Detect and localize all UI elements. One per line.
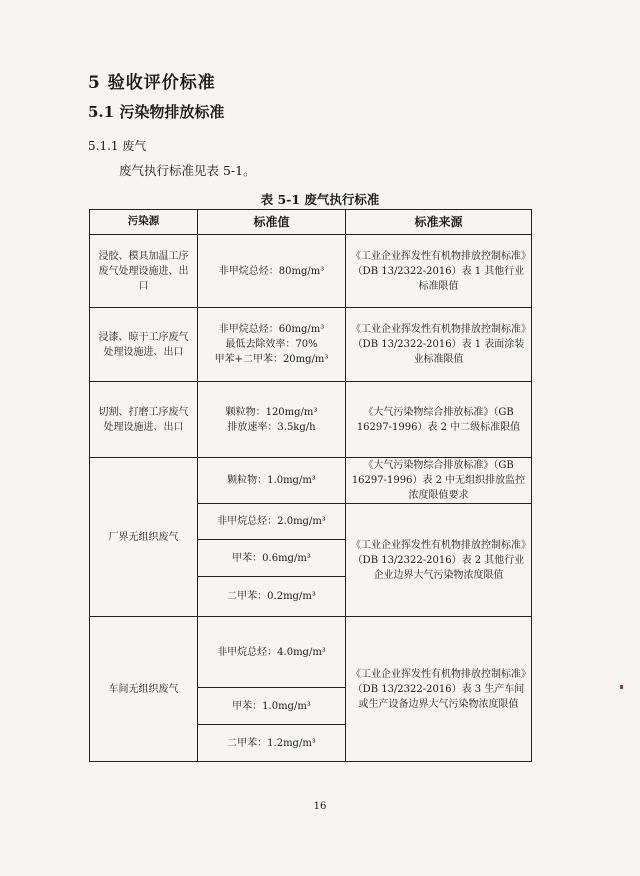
scan-mark: [620, 685, 623, 689]
standard-cell: 《大气污染物综合排放标准》（GB 16297-1996）表 2 中无组织排放监控浓度限值要求: [346, 458, 532, 504]
value-cell: 非甲烷总烃：2.0mg/m³: [198, 504, 346, 540]
column-header-standard: 标准来源: [346, 210, 532, 235]
table-header-row: [90, 210, 532, 235]
standard-cell: 《工业企业挥发性有机物排放控制标准》（DB 13/2322-2016）表 1 其他行业标准限值: [346, 235, 532, 308]
value-cell: [198, 235, 346, 308]
value-cell: 二甲苯：1.2mg/m³: [198, 725, 346, 762]
source-cell: 浸漆、晾干工序废气处理设施进、出口: [90, 308, 198, 382]
value-cell: 二甲苯：0.2mg/m³: [198, 577, 346, 617]
table-row: [90, 617, 532, 688]
table-row: [90, 382, 532, 458]
value-cell: [198, 382, 346, 458]
value-cell: 非甲烷总烃：4.0mg/m³: [198, 617, 346, 688]
column-header-source: 污染源: [90, 210, 198, 235]
limit-value: 甲苯+二甲苯：20mg/m³: [214, 354, 329, 365]
standard-cell: 《工业企业挥发性有机物排放控制标准》（DB 13/2322-2016）表 2 其他行业企业边界大气污染物浓度限值: [346, 504, 532, 617]
limit-value: 非甲烷总烃：80mg/m³: [218, 265, 325, 277]
value-cell: [198, 308, 346, 382]
source-cell: 车间无组织废气: [90, 617, 198, 762]
body-paragraph: 废气执行标准见表 5-1。: [119, 163, 256, 178]
table-row: [90, 308, 532, 382]
limit-value: 排放速率：3.5kg/h: [227, 421, 316, 433]
limit-value: 颗粒物：120mg/m³: [225, 406, 318, 418]
table-row: [90, 235, 532, 308]
section-heading: 5 验收评价标准: [88, 73, 216, 93]
subsubsection-heading: 5.1.1 废气: [88, 139, 147, 153]
page-number: 16: [313, 801, 327, 812]
standard-cell: 《工业企业挥发性有机物排放控制标准》（DB 13/2322-2016）表 1 表面涂装业标准限值: [346, 308, 532, 382]
value-cell: 颗粒物：1.0mg/m³: [198, 458, 346, 504]
standard-cell: 《大气污染物综合排放标准》（GB 16297-1996）表 2 中二级标准限值: [346, 382, 532, 458]
value-cell: 甲苯：1.0mg/m³: [198, 688, 346, 725]
source-cell: 厂界无组织废气: [90, 458, 198, 617]
limit-value: 非甲烷总烃：60mg/m³: [218, 324, 325, 335]
emission-standard-table: [89, 209, 532, 762]
table-caption: 表 5-1 废气执行标准: [260, 192, 380, 207]
standard-cell: 《工业企业挥发性有机物排放控制标准》（DB 13/2322-2016）表 3 生产车间或生产设备边界大气污染物浓度限值: [346, 617, 532, 762]
subsection-heading: 5.1 污染物排放标准: [88, 103, 225, 121]
source-cell: 浸胶、模具加温工序废气处理设施进、出口: [90, 235, 198, 308]
value-cell: 甲苯：0.6mg/m³: [198, 540, 346, 577]
source-cell: 切割、打磨工序废气处理设施进、出口: [90, 382, 198, 458]
column-header-value: 标准值: [198, 210, 346, 235]
table-row: [90, 458, 532, 504]
limit-value: 最低去除效率：70%: [225, 339, 318, 350]
